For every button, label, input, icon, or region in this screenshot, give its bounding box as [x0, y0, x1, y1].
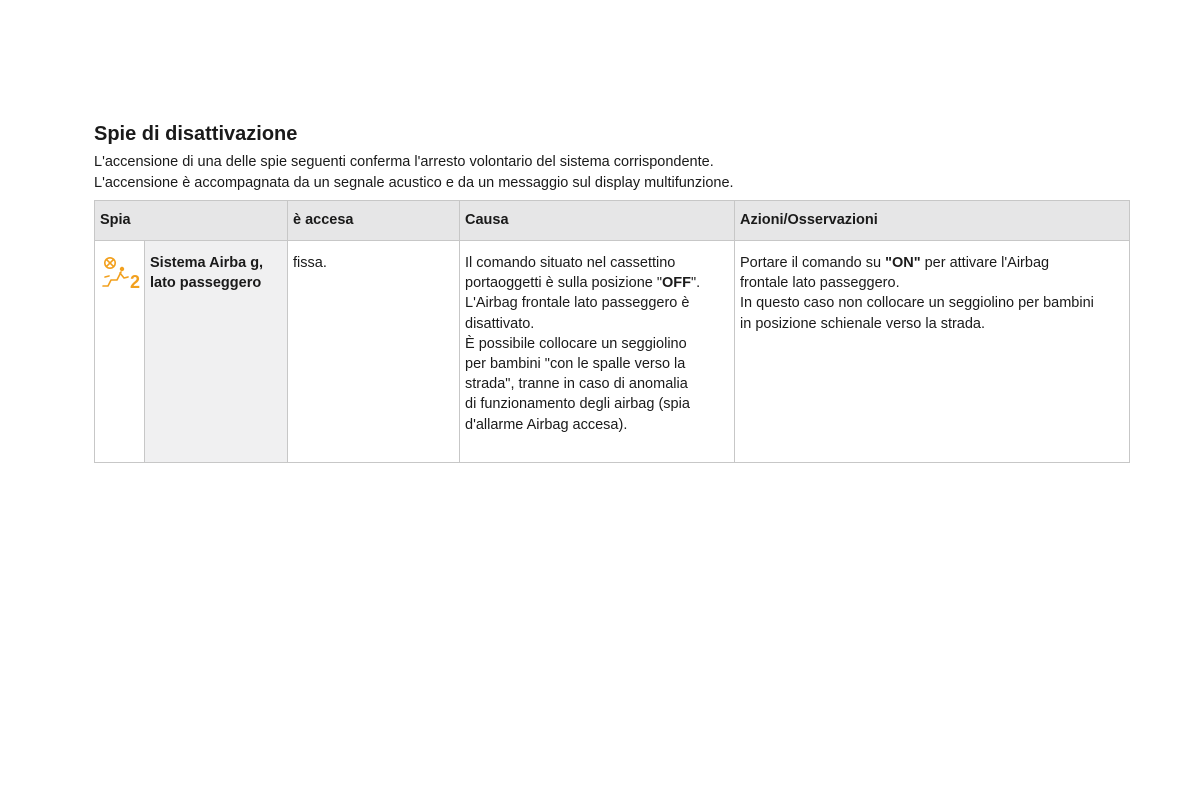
causa-line: È possibile collocare un seggiolino	[465, 335, 687, 352]
svg-text:2: 2	[130, 272, 141, 291]
icon-cell	[95, 241, 145, 463]
warning-lights-table	[94, 200, 1130, 463]
system-name-line: lato passeggero	[150, 275, 262, 292]
causa-line: per bambini "con le spalle verso la	[465, 356, 686, 373]
intro-text	[94, 152, 1130, 194]
header-azioni: Azioni/Osservazioni	[735, 201, 1130, 241]
azioni-line: In questo caso non collocare un seggiolino per bambini	[740, 295, 1094, 312]
header-causa: Causa	[460, 201, 735, 241]
azioni-line: frontale lato passeggero.	[740, 275, 900, 292]
causa-line: di funzionamento degli airbag (spia	[465, 396, 690, 413]
accesa-cell: fissa.	[288, 241, 460, 463]
on-label: "ON"	[885, 255, 921, 271]
system-name-line: Sistema Airba g,	[150, 255, 264, 271]
document-page	[94, 121, 1130, 433]
passenger-airbag-off-icon	[100, 272, 144, 295]
table-header-row	[95, 201, 1130, 241]
azioni-line: Portare il comando su "ON" per attivare l'Airbag	[740, 255, 1050, 271]
causa-line: d'allarme Airbag accesa).	[465, 416, 628, 433]
intro-line: L'accensione è accompagnata da un segnale acustico e da un messaggio sul display multifunzione.	[94, 175, 734, 191]
section-title: Spie di disattivazione	[94, 123, 298, 145]
causa-line: L'Airbag frontale lato passeggero è	[465, 295, 690, 312]
causa-line: Il comando situato nel cassettino	[465, 255, 676, 271]
causa-cell	[460, 241, 735, 463]
causa-line: disattivato.	[465, 315, 535, 332]
intro-line: L'accensione di una delle spie seguenti conferma l'arresto volontario del sistema corrispondente.	[94, 154, 714, 170]
table-row	[95, 241, 1130, 463]
system-name-cell	[145, 241, 288, 463]
header-spia: Spia	[95, 201, 288, 241]
causa-line: strada", tranne in caso di anomalia	[465, 376, 688, 393]
causa-line: portaoggetti è sulla posizione "OFF".	[465, 275, 701, 292]
azioni-line: in posizione schienale verso la strada.	[740, 315, 986, 332]
header-accesa: è accesa	[288, 201, 460, 241]
off-label: OFF	[662, 275, 691, 292]
azioni-cell	[735, 241, 1130, 463]
